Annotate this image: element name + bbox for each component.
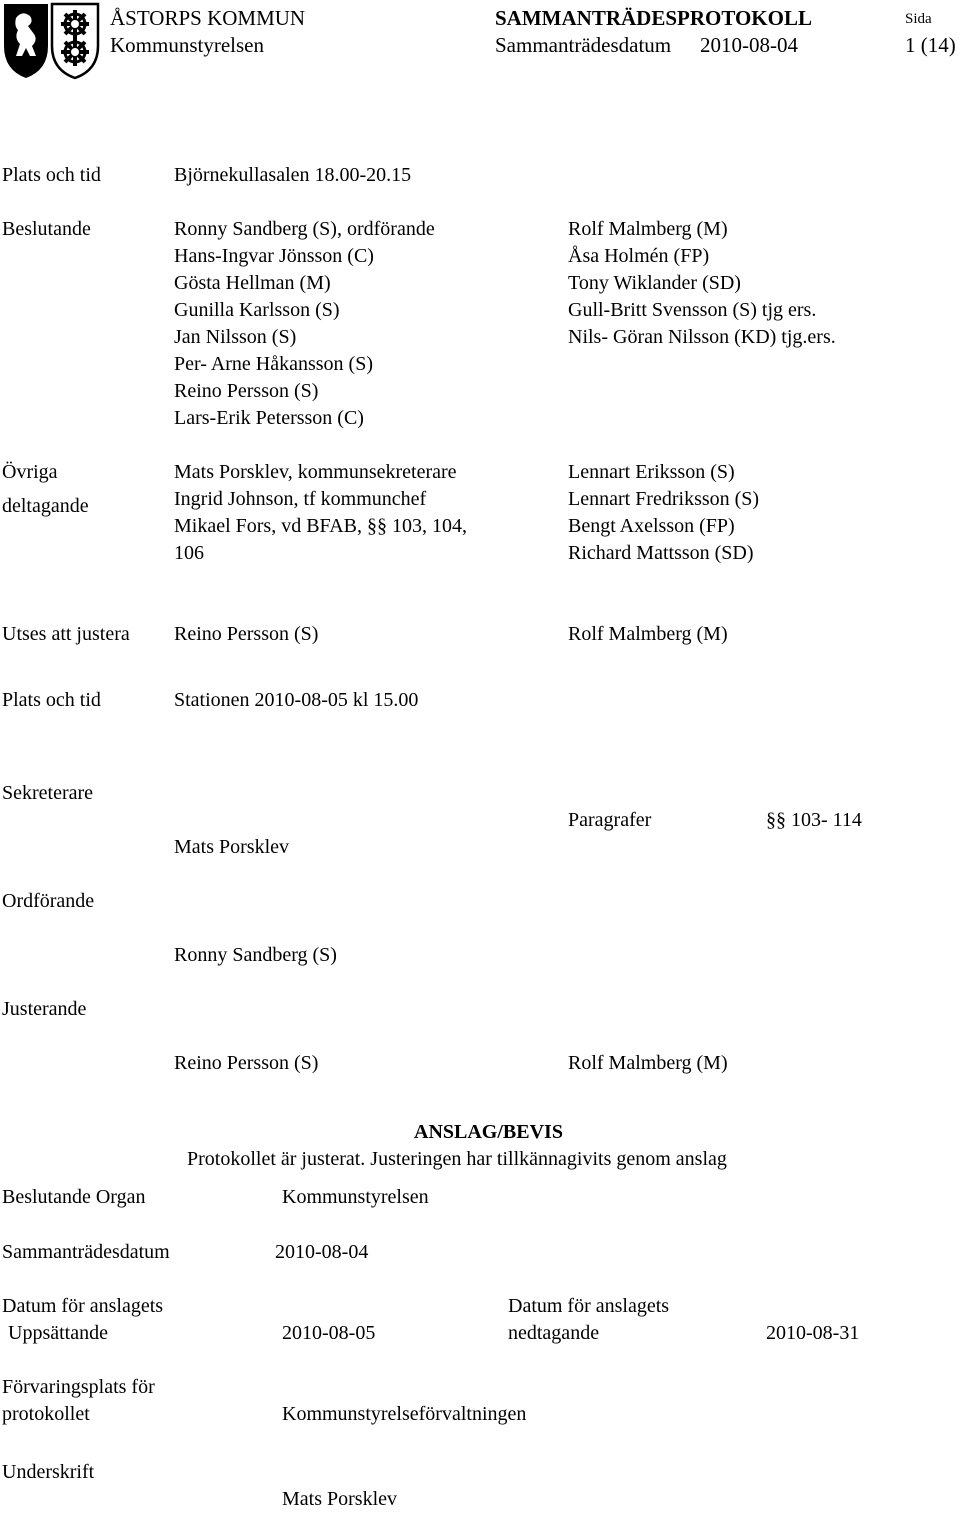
member-name: Rolf Malmberg (M) (568, 218, 728, 240)
adjust-place-value: Stationen 2010-08-05 kl 15.00 (174, 689, 419, 711)
member-name: Reino Persson (S) (174, 380, 319, 402)
participant-name: Richard Mattsson (SD) (568, 542, 754, 564)
adjuster-name-1: Reino Persson (S) (174, 1052, 319, 1074)
document-title: SAMMANTRÄDESPROTOKOLL (495, 6, 812, 30)
member-name: Ronny Sandberg (S), ordförande (174, 218, 435, 240)
place-label: Plats och tid (2, 164, 101, 186)
adjust-person-2: Rolf Malmberg (M) (568, 623, 728, 645)
paragraphs-value: §§ 103- 114 (766, 809, 862, 831)
page-label: Sida (905, 11, 932, 27)
deciding-members-col2 (568, 216, 836, 351)
member-name: Lars-Erik Petersson (C) (174, 407, 364, 429)
chair-name: Ronny Sandberg (S) (174, 944, 337, 966)
participant-name: Lennart Eriksson (S) (568, 461, 735, 483)
posting-date-label-line1: Datum för anslagets (2, 1295, 164, 1317)
paragraphs-label: Paragrafer (568, 809, 652, 831)
signature-name: Mats Porsklev (282, 1488, 397, 1510)
deciding-label: Beslutande (2, 218, 91, 240)
secretary-name: Mats Porsklev (174, 836, 289, 858)
participant-name: Lennart Fredriksson (S) (568, 488, 760, 510)
chair-label: Ordförande (2, 890, 95, 912)
others-label-line2: deltagande (2, 495, 89, 517)
removal-date-value: 2010-08-31 (766, 1322, 860, 1344)
others-label-line1: Övriga (2, 461, 58, 483)
member-name: Hans-Ingvar Jönsson (C) (174, 245, 374, 267)
secretary-label: Sekreterare (2, 782, 94, 804)
adjust-person-1: Reino Persson (S) (174, 623, 319, 645)
participant-name: Bengt Axelsson (FP) (568, 515, 735, 537)
member-name: Gull-Britt Svensson (S) tjg ers. (568, 299, 817, 321)
member-name: Gunilla Karlsson (S) (174, 299, 340, 321)
member-name: Tony Wiklander (SD) (568, 272, 741, 294)
notice-subtitle: Protokollet är justerat. Justeringen har tillkännagivits genom anslag (187, 1148, 727, 1170)
place-value: Björnekullasalen 18.00-20.15 (174, 164, 412, 186)
meeting-date-value: 2010-08-04 (700, 33, 798, 57)
notice-date-label: Sammanträdesdatum (2, 1241, 170, 1263)
member-name: Åsa Holmén (FP) (568, 245, 710, 267)
removal-date-label-line1: Datum för anslagets (508, 1295, 670, 1317)
others-col1 (174, 459, 467, 567)
posting-date-label-line2: Uppsättande (8, 1322, 108, 1344)
storage-label-line1: Förvaringsplats för (2, 1376, 155, 1398)
member-name: Per- Arne Håkansson (S) (174, 353, 374, 375)
notice-date-value: 2010-08-04 (275, 1241, 369, 1263)
adjuster-name-2: Rolf Malmberg (M) (568, 1052, 728, 1074)
participant-name: Mikael Fors, vd BFAB, §§ 103, 104, (174, 515, 467, 537)
storage-label-line2: protokollet (2, 1403, 90, 1425)
organ-label: Beslutande Organ (2, 1186, 146, 1208)
posting-date-value: 2010-08-05 (282, 1322, 376, 1344)
department-name: Kommunstyrelsen (110, 33, 264, 57)
member-name: Nils- Göran Nilsson (KD) tjg.ers. (568, 326, 836, 348)
adjust-label: Utses att justera (2, 623, 130, 645)
deciding-members-col1 (174, 216, 435, 432)
adjust-place-label: Plats och tid (2, 689, 101, 711)
storage-value: Kommunstyrelseförvaltningen (282, 1403, 527, 1425)
participant-name: Mats Porsklev, kommunsekreterare (174, 461, 457, 483)
adjuster-label: Justerande (2, 998, 87, 1020)
notice-title: ANSLAG/BEVIS (414, 1121, 563, 1143)
member-name: Gösta Hellman (M) (174, 272, 331, 294)
signature-label: Underskrift (2, 1461, 95, 1483)
page-number: 1 (14) (905, 33, 956, 57)
organ-value: Kommunstyrelsen (282, 1186, 429, 1208)
participant-name: Ingrid Johnson, tf kommunchef (174, 488, 427, 510)
org-name: ÅSTORPS KOMMUN (110, 6, 306, 30)
member-name: Jan Nilsson (S) (174, 326, 297, 348)
coat-of-arms-logo (2, 2, 100, 80)
participant-name: 106 (174, 542, 204, 564)
others-col2 (568, 459, 759, 567)
removal-date-label-line2: nedtagande (508, 1322, 600, 1344)
meeting-date-label: Sammanträdesdatum (495, 33, 672, 57)
